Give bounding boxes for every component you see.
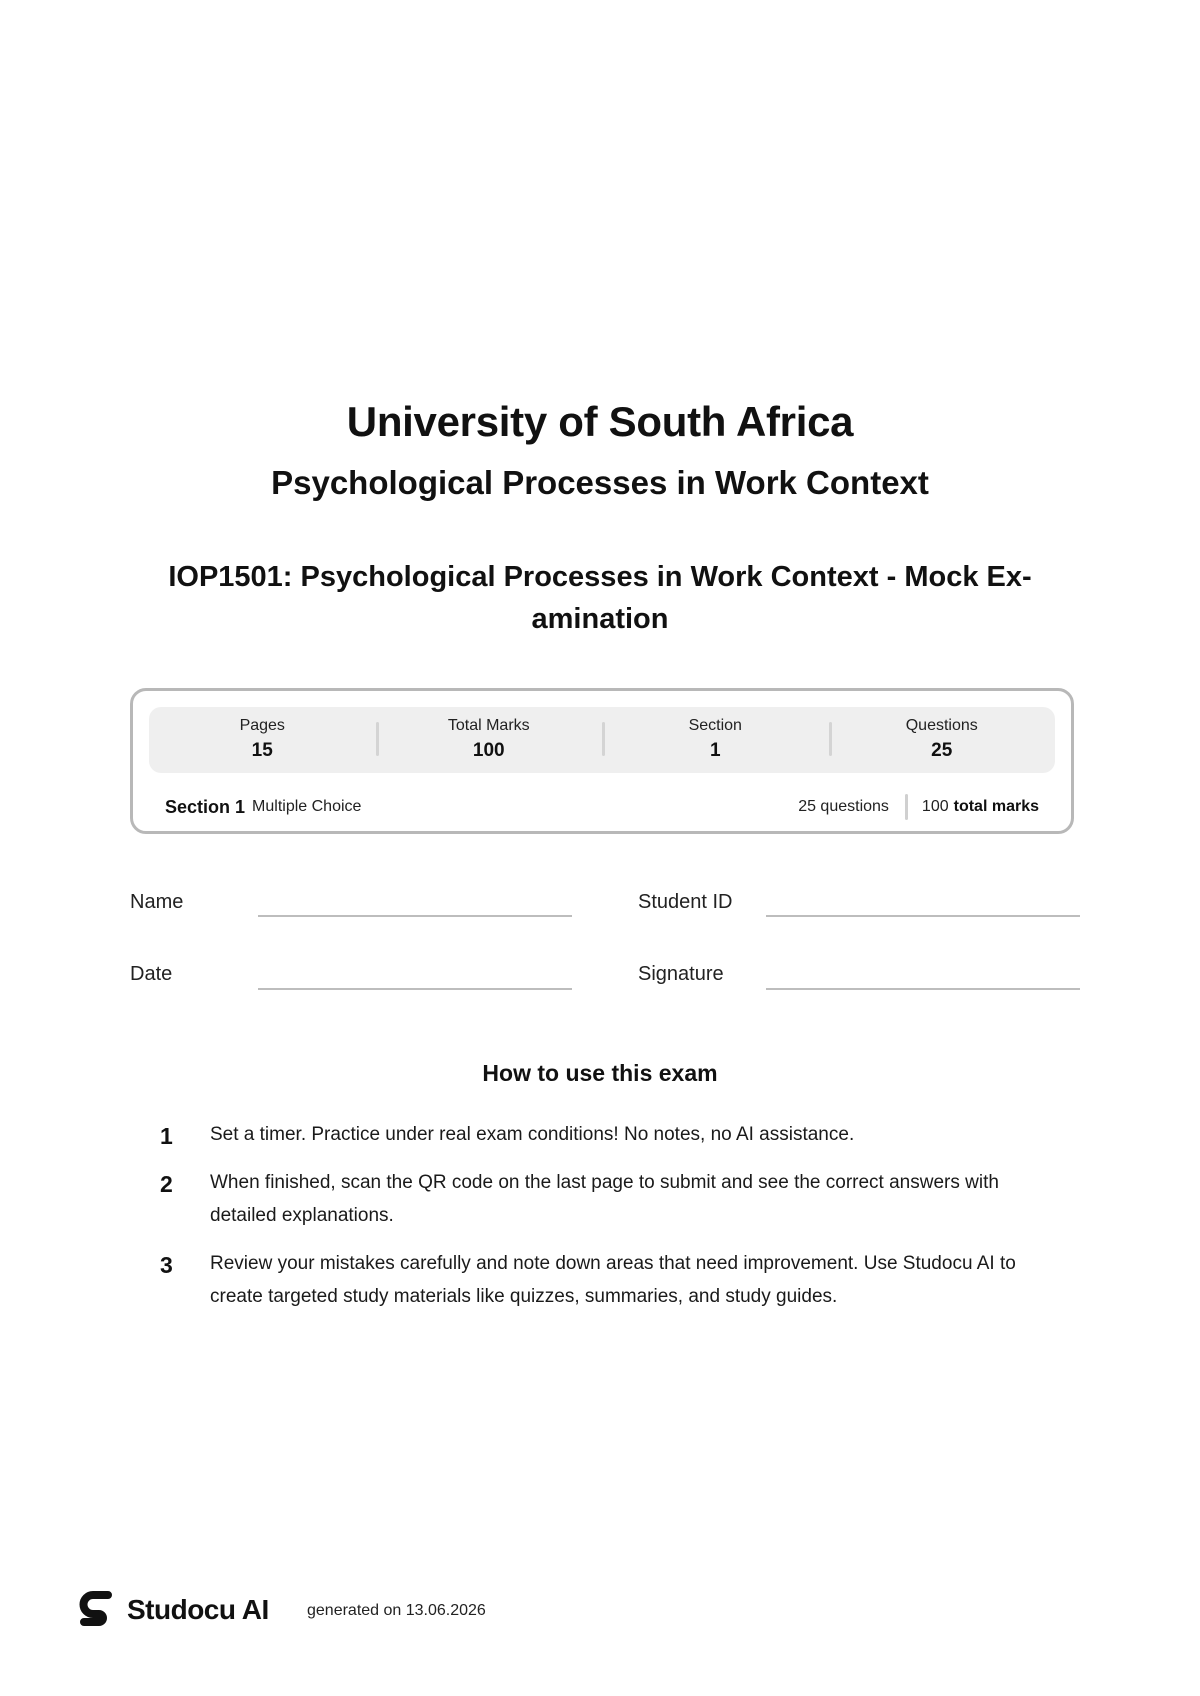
section-name: Section 1 — [165, 796, 246, 817]
brand-name: Studocu AI — [127, 1594, 269, 1625]
student-id-field-line[interactable] — [766, 915, 1080, 917]
stat-total-marks — [376, 716, 603, 764]
stat-value: 1 — [709, 740, 721, 761]
stat-label: Questions — [905, 717, 978, 734]
exam-stats-bar — [149, 707, 1055, 773]
stat-label: Total Marks — [447, 717, 530, 734]
signature-label: Signature — [638, 963, 724, 985]
student-id-label: Student ID — [638, 891, 733, 913]
signature-field-line[interactable] — [766, 988, 1080, 990]
step-text: When finished, scan the QR code on the last page to submit and see the correct answers with detailed explanations. — [210, 1172, 999, 1226]
section-summary-row — [165, 795, 1039, 819]
step-number: 2 — [160, 1171, 173, 1197]
stat-label: Pages — [239, 717, 285, 734]
date-label: Date — [130, 963, 173, 985]
stat-value: 25 — [931, 740, 953, 761]
university-title: University of South Africa — [346, 398, 854, 445]
section-marks-number: 100 — [921, 798, 949, 815]
generated-date: generated on 13.06.2026 — [307, 1602, 486, 1619]
name-field-line[interactable] — [258, 915, 572, 917]
date-field-line[interactable] — [258, 988, 572, 990]
section-divider — [905, 794, 908, 820]
stat-section — [602, 716, 829, 764]
instructions-title: How to use this exam — [482, 1060, 718, 1086]
step-text: Review your mistakes carefully and note down areas that need improvement. Use Studocu AI to create targeted study materials like quizzes, summaries, and study guides. — [210, 1253, 1016, 1307]
section-type: Multiple Choice — [252, 798, 362, 815]
exam-title: IOP1501: Psychological Processes in Work Context - Mock Ex- amination — [168, 561, 1032, 635]
exam-info-card — [130, 688, 1074, 834]
step-number: 3 — [160, 1252, 173, 1278]
step-number: 1 — [160, 1123, 173, 1149]
section-question-count: 25 questions — [798, 798, 889, 815]
stat-label: Section — [688, 717, 742, 734]
step-text: Set a timer. Practice under real exam conditions! No notes, no AI assistance. — [210, 1124, 855, 1145]
studocu-logo-icon — [78, 1590, 114, 1628]
name-label: Name — [130, 891, 184, 913]
section-marks-label: total marks — [953, 798, 1039, 815]
stat-questions — [829, 716, 1056, 764]
stat-value: 15 — [251, 740, 273, 761]
course-title: Psychological Processes in Work Context — [271, 464, 929, 501]
stat-pages — [149, 716, 376, 764]
stat-value: 100 — [472, 740, 505, 761]
